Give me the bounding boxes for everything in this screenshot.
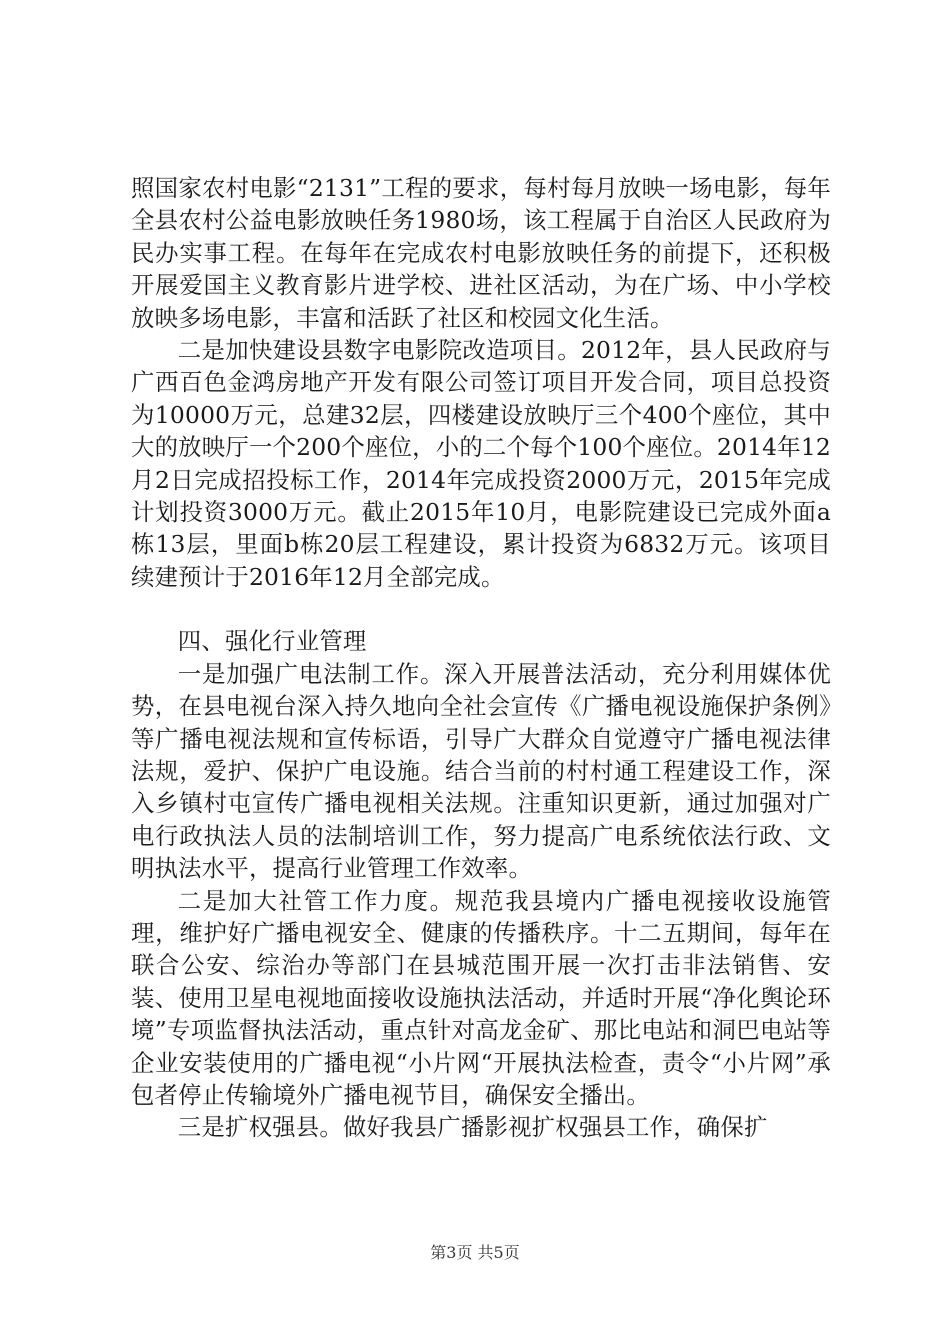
paragraph-legal-work: 一是加强广电法制工作。深入开展普法活动，充分利用媒体优势，在县电视台深入持久地向全社会宣传《广播电视设施保护条例》等广播电视法规和宣传标语，引导广大群众自觉遵守广播电视法律法规，爱护、保护广电设施。结合当前的村村通工程建设工作，深入乡镇村屯宣传广播电视相关法规。注重知识更新，通过加强对广电行政执法人员的法制培训工作，努力提高广电系统依法行政、文明执法水平，提高行业管理工作效率。 (131, 659, 831, 883)
section-heading-industry-management: 四、强化行业管理 (177, 627, 367, 656)
paragraph-gap (131, 593, 831, 625)
document-body (131, 172, 831, 1144)
page-number-footer: 第3页 共5页 (430, 1243, 520, 1262)
paragraph-county-empowerment: 三是扩权强县。做好我县广播影视扩权强县工作，确保扩 (177, 1113, 768, 1142)
paragraph-digital-cinema: 二是加快建设县数字电影院改造项目。2012年，县人民政府与广西百色金鸿房地产开发有限公司签订项目开发合同，项目总投资为10000万元，总建32层，四楼建设放映厅三个400个座位，其中大的放映厅一个200个座位，小的二个每个100个座位。2014年12月2日完成招投标工作，2014年完成投资2000万元，2015年完成计划投资3000万元。截止2015年10月，电影院建设已完成外面a栋13层，里面b栋20层工程建设，累计投资为6832万元。该项目续建预计于2016年12月全部完成。 (131, 336, 831, 591)
paragraph-social-management: 二是加大社管工作力度。规范我县境内广播电视接收设施管理，维护好广播电视安全、健康的传播秩序。十二五期间，每年在联合公安、综治办等部门在县城范围开展一次打击非法销售、安装、使用卫星电视地面接收设施执法活动，并适时开展“净化舆论环境”专项监督执法活动，重点针对高龙金矿、那比电站和洞巴电站等企业安装使用的广播电视“小片网“开展执法检查，责令“小片网”承包者停止传输境外广播电视节目，确保安全播出。 (131, 886, 831, 1109)
paragraph-film-screening: 照国家农村电影“2131”工程的要求，每村每月放映一场电影，每年全县农村公益电影放映任务1980场，该工程属于自治区人民政府为民办实事工程。在每年在完成农村电影放映任务的前提下，还积极开展爱国主义教育影片进学校、进社区活动，为在广场、中小学校放映多场电影，丰富和活跃了社区和校园文化生活。 (131, 174, 831, 332)
